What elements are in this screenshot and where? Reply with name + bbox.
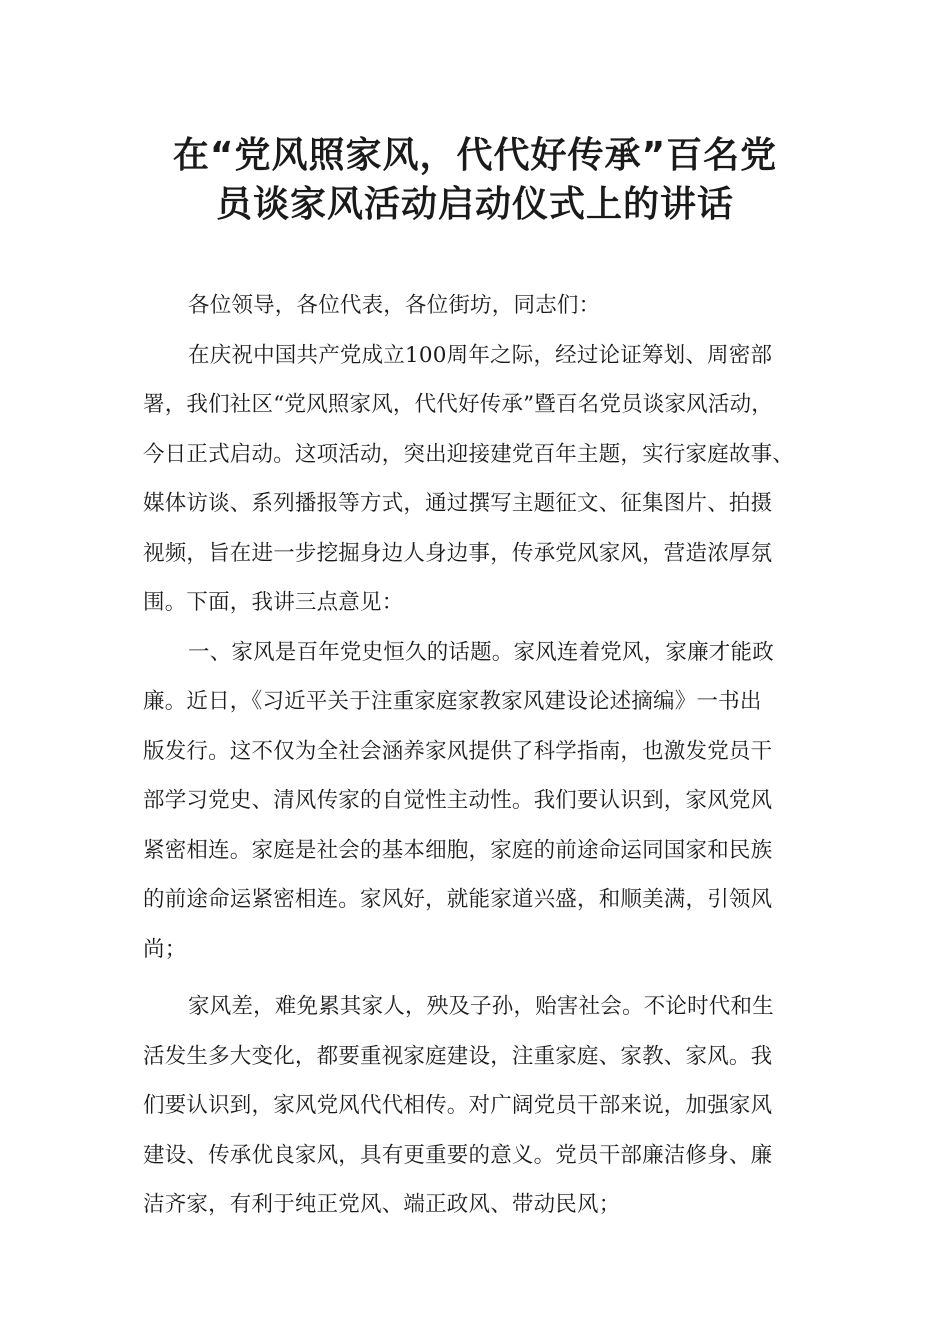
text-line: 署，我们社区“党风照家风，代代好传承”暨百名党员谈家风活动， [143,392,773,417]
text-line: 廉。近日，《习近平关于注重家庭家教家风建设论述摘编》一书出 [143,689,762,714]
text-line: 各位领导，各位代表，各位街坊，同志们： [188,293,601,318]
text-line: 家风差，难免累其家人，殃及子孙，贻害社会。不论时代和生 [188,994,774,1019]
text-line: 视频，旨在进一步挖掘身边人身边事，传承党风家风，营造浓厚氛 [143,540,773,566]
document-body [143,281,819,1230]
text-line: 在庆祝中国共产党成立100周年之际，经过论证筹划、周密部 [188,342,773,368]
text-line: 围。下面，我讲三点意见： [143,590,404,615]
text-line: 一、家风是百年党史恒久的话题。家风连着党风，家廉才能政 [188,639,774,665]
text-line: 今日正式启动。这项活动，突出迎接建党百年主题，实行家庭故事、 [143,441,795,467]
point-one-paragraph [143,628,819,975]
text-line: 版发行。这不仅为全社会涵养家风提供了科学指南，也激发党员干 [143,738,773,764]
text-line: 活发生多大变化，都要重视家庭建设，注重家庭、家教、家风。我 [143,1043,773,1069]
text-line: 的前途命运紧密相连。家风好，就能家道兴盛，和顺美满，引领风 [143,887,773,912]
text-line: 洁齐家，有利于纯正党风、端正政风、带动民风； [143,1192,621,1217]
text-line: 建设、传承优良家风，具有更重要的意义。党员干部廉洁修身、廉 [143,1142,773,1168]
continuation-paragraph [143,982,819,1230]
text-line: 部学习党史、清风传家的自觉性主动性。我们要认识到，家风党风 [143,788,773,813]
document-title [130,131,820,229]
title-line: 员谈家风活动启动仪式上的讲话 [215,184,734,225]
salutation-paragraph [143,281,819,331]
text-line: 紧密相连。家庭是社会的基本细胞，家庭的前途命运同国家和民族 [143,837,773,863]
text-line: 尚； [143,936,187,962]
text-line: 媒体访谈、系列播报等方式，通过撰写主题征文、征集图片、拍摄 [143,491,773,516]
text-line: 们要认识到，家风党风代代相传。对广阔党员干部来说，加强家风 [143,1093,773,1118]
intro-paragraph [143,331,819,628]
title-line: 在“党风照家风，代代好传承”百名党 [172,135,778,176]
paragraph-gap [143,974,819,982]
